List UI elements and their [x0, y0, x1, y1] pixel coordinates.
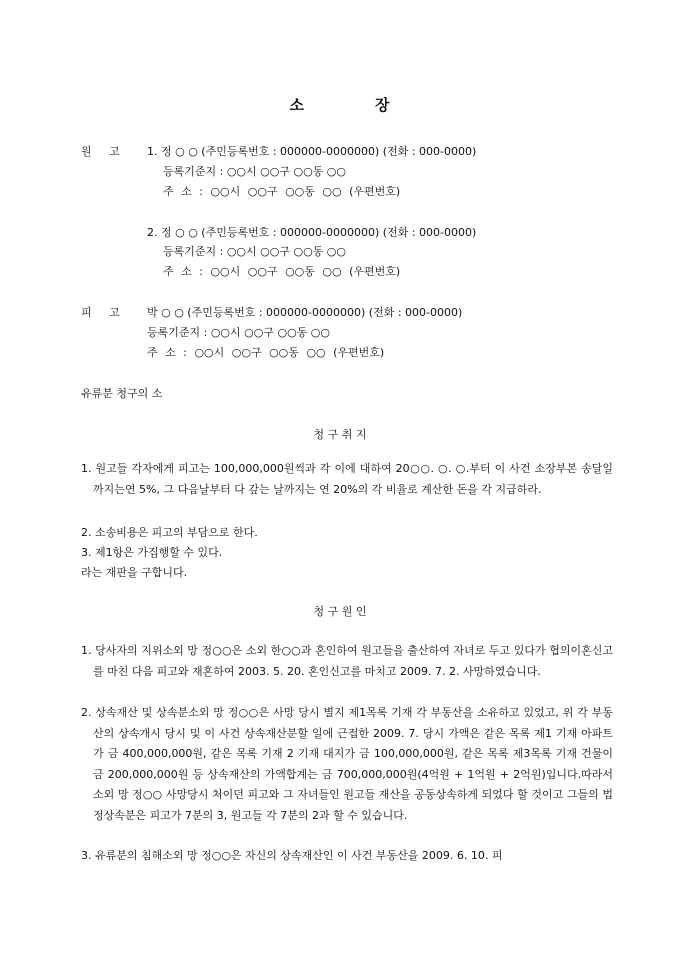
defendant-label: 피 고	[81, 306, 120, 319]
plaintiff-2-registry: 등록기준지 : ○○시 ○○구 ○○동 ○○	[163, 245, 346, 258]
claim-purpose-item-1: 1. 원고들 각자에게 피고는 100,000,000원씩과 각 이에 대하여 20○○. ○. ○.부터 이 사건 소장부본 송달일까지는연 5%, 그 다음날부터 다 갚는 날까지는 연 20%의 각 비율로 계산한 돈을 각 지급하라.	[81, 462, 613, 496]
defendant-address: 주 소 : ○○시 ○○구 ○○동 ○○ (우편번호)	[147, 346, 385, 359]
document-title	[0, 98, 680, 112]
plaintiff-label: 원 고	[81, 145, 120, 158]
claim-cause-item-2: 2. 상속재산 및 상속분소외 망 정○○은 사망 당시 별지 제1목록 기재 각 부동산을 소유하고 있었고, 위 각 부동산의 상속개시 당시 및 이 사건 상속재산분할 일에 근접한 2009. 7. 당시 가액은 같은 목록 제1 기재 아파트가 금 400,000,000원, 같은 목록 기재 2 기재 대지가 금 100,000,000원, 같은 목록 제3목록 기재 건물이 금 200,000,000원 등 상속재산의 가액합계는 금 700,000,000원(4억원 + 1억원 + 2억원)입니다.따라서 소외 망 정○○ 사망당시 처이던 피고와 그 자녀들인 원고들 재산을 공동상속하게 되었다 할 것이고 그들의 법정상속분은 피고가 7분의 3, 원고들 각 7분의 2과 할 수 있습니다.	[81, 706, 613, 822]
claim-purpose-item-2: 2. 소송비용은 피고의 부담으로 한다.	[81, 526, 258, 539]
defendant-line-1: 박 ○ ○ (주민등록번호 : 000000-0000000) (전화 : 000-0000)	[147, 306, 463, 319]
plaintiff-2-line-1: 2. 정 ○ ○ (주민등록번호 : 000000-0000000) (전화 : 000-0000)	[147, 226, 477, 239]
claim-purpose-item-3: 3. 제1항은 가집행할 수 있다.	[81, 546, 223, 559]
claim-cause-item-3: 3. 유류분의 침해소외 망 정○○은 자신의 상속재산인 이 사건 부동산을 2009. 6. 10. 피	[81, 849, 503, 862]
plaintiff-1-line-1: 1. 정 ○ ○ (주민등록번호 : 000000-0000000) (전화 : 000-0000)	[147, 145, 477, 158]
plaintiff-2-address: 주 소 : ○○시 ○○구 ○○동 ○○ (우편번호)	[163, 265, 401, 278]
defendant-registry: 등록기준지 : ○○시 ○○구 ○○동 ○○	[147, 326, 330, 339]
claim-purpose-heading: 청 구 취 지	[313, 428, 367, 441]
claim-purpose-closing: 라는 재판을 구합니다.	[81, 566, 188, 579]
title-char-1: 소	[289, 96, 305, 114]
claim-cause-item-1: 1. 당사자의 지위소외 망 정○○은 소외 한○○과 혼인하여 원고들을 출산하여 자녀로 두고 있다가 협의이혼신고를 마친 다음 피고와 재혼하여 2003. 5. 20. 혼인신고를 마치고 2009. 7. 2. 사망하였습니다.	[81, 644, 613, 678]
case-name: 유류분 청구의 소	[81, 387, 163, 400]
claim-cause-heading: 청 구 원 인	[313, 605, 367, 618]
title-char-2: 장	[375, 96, 391, 114]
plaintiff-1-address: 주 소 : ○○시 ○○구 ○○동 ○○ (우편번호)	[163, 185, 401, 198]
plaintiff-1-registry: 등록기준지 : ○○시 ○○구 ○○동 ○○	[163, 165, 346, 178]
